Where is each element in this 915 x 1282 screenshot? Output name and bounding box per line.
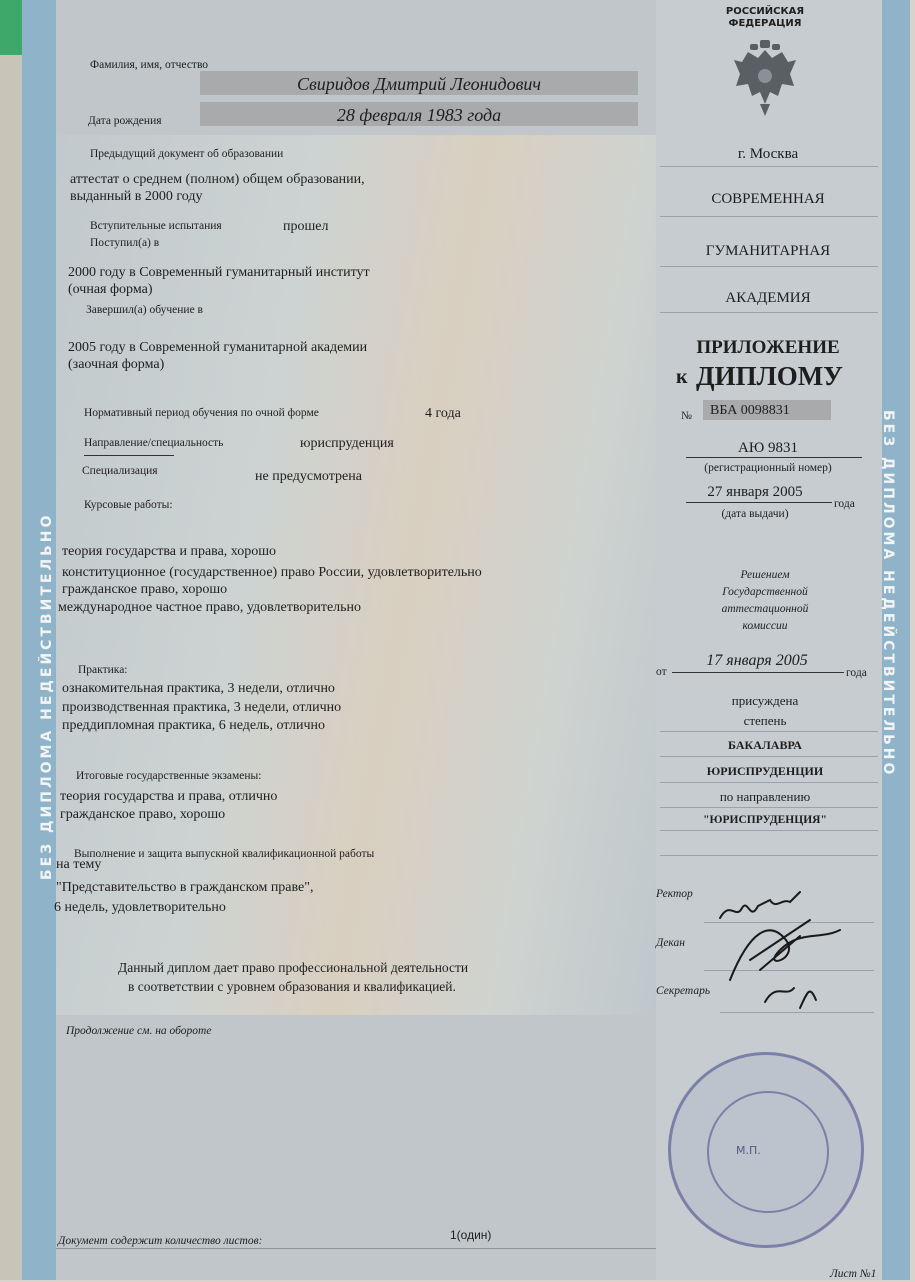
rights-line2: в соответствии с уровнем образования и квалификацией. (128, 979, 456, 994)
title-k: к (676, 366, 688, 388)
decision-line4: комиссии (742, 620, 788, 632)
number-sign: № (681, 410, 692, 422)
from-word: от (656, 666, 667, 678)
thesis-line: 6 недель, удовлетворительно (54, 900, 226, 915)
prev-doc-line2: выданный в 2000 году (70, 189, 203, 204)
signatures (690, 890, 870, 1020)
finished-line2: (заочная форма) (68, 357, 165, 372)
coursework-item: гражданское право, хорошо (62, 582, 228, 597)
specialization-label: Специализация (82, 465, 158, 477)
coursework-item: конституционное (государственное) право России, удовлетворительно (62, 565, 482, 580)
title-line2: ДИПЛОМУ (696, 361, 843, 391)
seal-inner-ring (707, 1091, 829, 1213)
fio-value: Свиридов Дмитрий Леонидович (296, 74, 542, 94)
issue-label: (дата выдачи) (721, 508, 789, 520)
thesis-label: Выполнение и защита выпускной квалификационной работы (74, 848, 375, 860)
rule (660, 312, 878, 313)
admitted-label: Поступил(а) в (90, 237, 160, 249)
prev-doc-label: Предыдущий документ об образовании (90, 148, 284, 160)
sheets-label: Документ содержит количество листов: (58, 1235, 263, 1247)
continuation-note: Продолжение см. на обороте (66, 1025, 212, 1037)
decision-line2: Государственной (722, 586, 808, 598)
practice-item: преддипломная практика, 6 недель, отлично (62, 718, 326, 733)
rule (660, 756, 878, 757)
city: г. Москва (737, 146, 799, 162)
coursework-item: международное частное право, удовлетворительно (58, 600, 362, 615)
sheet-number: Лист №1 (830, 1268, 877, 1280)
exam-item: теория государства и права, отлично (60, 789, 278, 804)
sheets-value: 1(один) (450, 1228, 492, 1242)
right-vertical-text: БЕЗ ДИПЛОМА НЕДЕЙСТВИТЕЛЬНО (880, 410, 896, 778)
decision-line1: Решением (740, 569, 790, 581)
practice-item: производственная практика, 3 недели, отлично (62, 700, 342, 715)
rule (660, 166, 878, 167)
rule (660, 807, 878, 808)
period-label: Нормативный период обучения по очной форме (84, 407, 319, 419)
entrance-value: прошел (283, 219, 329, 234)
practice-label: Практика: (78, 664, 128, 676)
issue-year-word: года (834, 498, 855, 510)
direction-word: по направлению (719, 789, 811, 804)
title-line1: ПРИЛОЖЕНИЕ (696, 337, 840, 358)
rector-label: Ректор (656, 888, 693, 900)
admitted-line1: 2000 году в Современный гуманитарный институт (68, 265, 370, 280)
rule (660, 731, 878, 732)
secretary-label: Секретарь (656, 985, 711, 997)
rule (660, 782, 878, 783)
country-line1: РОССИЙСКАЯ (725, 6, 805, 17)
decision-date: 17 января 2005 (706, 652, 808, 669)
awarded: присуждена (731, 693, 799, 708)
rule (660, 830, 878, 831)
rule (672, 672, 844, 673)
entrance-label: Вступительные испытания (90, 220, 222, 232)
prev-doc-line1: аттестат о среднем (полном) общем образовании, (70, 172, 365, 187)
country-line2: ФЕДЕРАЦИЯ (728, 18, 802, 29)
finished-label: Завершил(а) обучение в (86, 304, 203, 316)
rule (686, 457, 862, 458)
degree: БАКАЛАВРА (728, 738, 802, 752)
rule (660, 216, 878, 217)
rule (686, 502, 832, 503)
admitted-line2: (очная форма) (68, 282, 153, 297)
decision-year-word: года (846, 667, 867, 679)
issue-date: 27 января 2005 (707, 484, 803, 500)
reg-label: (регистрационный номер) (704, 462, 832, 474)
rule (660, 266, 878, 267)
coursework-item: теория государства и права, хорошо (62, 544, 277, 559)
exam-item: гражданское право, хорошо (60, 807, 226, 822)
finished-line1: 2005 году в Современной гуманитарной академии (68, 340, 368, 355)
double-headed-eagle-emblem (730, 38, 800, 118)
rule (660, 855, 878, 856)
degree-word: степень (743, 713, 787, 728)
direction-underline (84, 455, 174, 456)
decision-line3: аттестационной (721, 603, 809, 615)
rights-line1: Данный диплом дает право профессиональной деятельности (118, 960, 469, 975)
specialization-value: не предусмотрена (255, 469, 362, 484)
period-value: 4 года (425, 406, 461, 421)
thesis-line: на тему (56, 857, 102, 872)
inst-line3: АКАДЕМИЯ (725, 290, 811, 306)
thesis-line: "Представительство в гражданском праве", (56, 880, 314, 895)
direction-label: Направление/специальность (84, 437, 224, 449)
number-value: ВБА 0098831 (710, 403, 790, 418)
practice-item: ознакомительная практика, 3 недели, отлично (62, 681, 335, 696)
official-seal (668, 1052, 864, 1248)
fio-label: Фамилия, имя, отчество (90, 59, 209, 71)
reg-number: АЮ 9831 (738, 440, 798, 456)
coursework-label: Курсовые работы: (84, 499, 173, 511)
stamp-mp: М.П. (736, 1144, 761, 1157)
dob-label: Дата рождения (88, 115, 162, 127)
direction: "ЮРИСПРУДЕНЦИЯ" (703, 814, 827, 826)
inst-line2: ГУМАНИТАРНАЯ (705, 243, 831, 259)
dob-value: 28 февраля 1983 года (336, 105, 502, 125)
exams-label: Итоговые государственные экзамены: (76, 770, 262, 782)
field: ЮРИСПРУДЕНЦИИ (706, 764, 824, 778)
inst-line1: СОВРЕМЕННАЯ (711, 191, 825, 207)
left-vertical-text: БЕЗ ДИПЛОМА НЕДЕЙСТВИТЕЛЬНО (39, 512, 55, 880)
dean-label: Декан (656, 937, 685, 949)
direction-value: юриспруденция (300, 436, 394, 451)
